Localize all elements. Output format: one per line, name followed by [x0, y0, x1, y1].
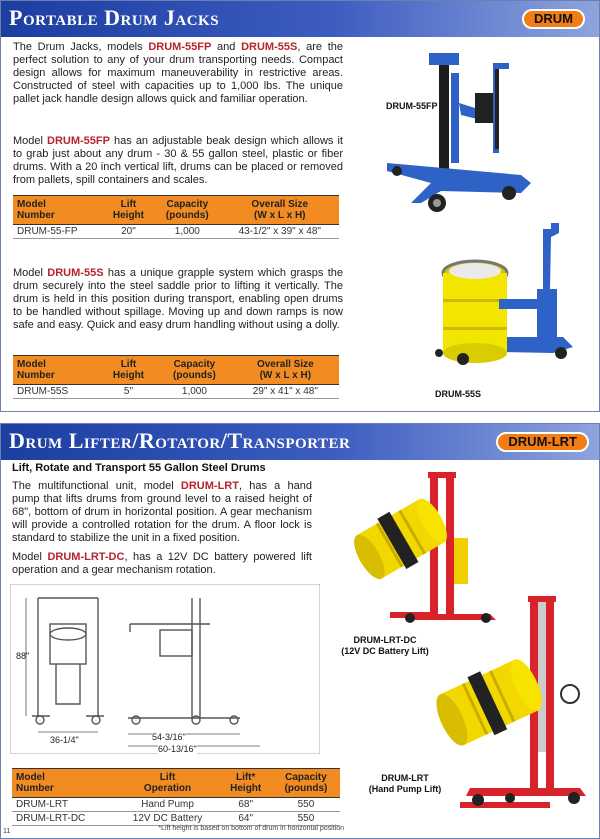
dim-overall-length: 60-13/16"	[158, 744, 197, 754]
table-row: DRUM-55S 5" 1,000 29" x 41" x 48"	[13, 385, 339, 399]
section-title: Drum Lifter/Rotator/Transporter	[9, 428, 351, 453]
category-tag[interactable]: DRUM-LRT	[496, 432, 589, 452]
image-caption: DRUM-LRT (Hand Pump Lift)	[368, 773, 442, 794]
dim-width: 36-1/4"	[50, 735, 79, 745]
fp-spec-table: Model Number Lift Height Capacity (pounds) Overall Size (W x L x H) DRUM-55-FP 20" 1,000 43-1/2" x 39" x 48"	[13, 195, 339, 239]
model-name: DRUM-55S	[47, 267, 104, 279]
lrt-description: The multifunctional unit, model DRUM-LRT, has a hand pump that lifts drums from ground level to a raised height of 68", bottom of drum in horizontal position. A gear mechanism will provide a controlled rotation for the drum. A floor lock is standard to stabilize the unit in a fixed position.	[12, 480, 312, 544]
table-row: DRUM-55-FP 20" 1,000 43-1/2" x 39" x 48"	[13, 225, 339, 239]
section-header-bar	[1, 424, 599, 460]
table-row: DRUM-LRT Hand Pump 68" 550	[12, 798, 340, 812]
model-link: DRUM-55S	[241, 41, 298, 53]
dim-height: 88"	[16, 651, 30, 661]
model-name: DRUM-LRT	[180, 480, 239, 492]
dim-length: 54-3/16"	[152, 732, 186, 742]
model-link: DRUM-55FP	[148, 41, 212, 53]
image-caption: DRUM-55FP	[386, 101, 438, 111]
lrt-spec-table: Model Number Lift Operation Lift* Height Capacity (pounds) DRUM-LRT Hand Pump 68" 550 DRUM-LRT-DC 12V DC Battery 64" 550	[12, 768, 340, 826]
image-caption: DRUM-LRT-DC (12V DC Battery Lift)	[341, 635, 429, 656]
drum-55s-image	[433, 219, 583, 379]
drum-lrt-image	[430, 592, 590, 812]
category-tag[interactable]: DRUM	[522, 9, 585, 29]
section-header-bar	[1, 1, 599, 37]
model-name: DRUM-LRT-DC	[47, 551, 125, 563]
table-row: DRUM-LRT-DC 12V DC Battery 64" 550	[12, 812, 340, 826]
s-description: Model DRUM-55S has a unique grapple system which grasps the drum securely into the steel saddle prior to lifting it vertically. The drum is held in this position during transport, enabling open drums to be handled without spillage. Moving up and down ramps is now safe and easy. Quick and easy drum handling without using a dolly.	[13, 267, 343, 331]
model-name: DRUM-55FP	[47, 135, 110, 147]
fp-description: Model DRUM-55FP has an adjustable beak design which allows it to grab just about any drum - 30 & 55 gallon steel, plastic or fiber drums. With a 20 inch vertical lift, drums can be placed or removed from pallets, spill containers and scales.	[13, 135, 343, 186]
page-number: 11	[3, 828, 11, 835]
intro-paragraph: The Drum Jacks, models DRUM-55FP and DRUM-55S, are the perfect solution to any of your drum transporting needs. Compact design allows for maximum maneuverability in restrictive areas. Constructed of steel with capacities up to 1,000 lbs. The unique pallet jack handle design allows quick and familiar operation.	[13, 41, 344, 105]
drum-55fp-image	[381, 43, 581, 223]
dimension-drawing	[10, 584, 320, 754]
section-subheading: Lift, Rotate and Transport 55 Gallon Steel Drums	[12, 462, 266, 474]
s-spec-table: Model Number Lift Height Capacity (pounds) Overall Size (W x L x H) DRUM-55S 5" 1,000 29" x 41" x 48"	[13, 355, 339, 399]
portable-drum-jacks-section	[0, 0, 600, 412]
section-title: Portable Drum Jacks	[9, 5, 220, 30]
footnote: *Lift height is based on bottom of drum in horizontal position	[158, 825, 344, 832]
lrt-dc-description: Model DRUM-LRT-DC, has a 12V DC battery powered lift operation and a gear mechanism rotation.	[12, 551, 312, 576]
image-caption: DRUM-55S	[435, 389, 482, 399]
